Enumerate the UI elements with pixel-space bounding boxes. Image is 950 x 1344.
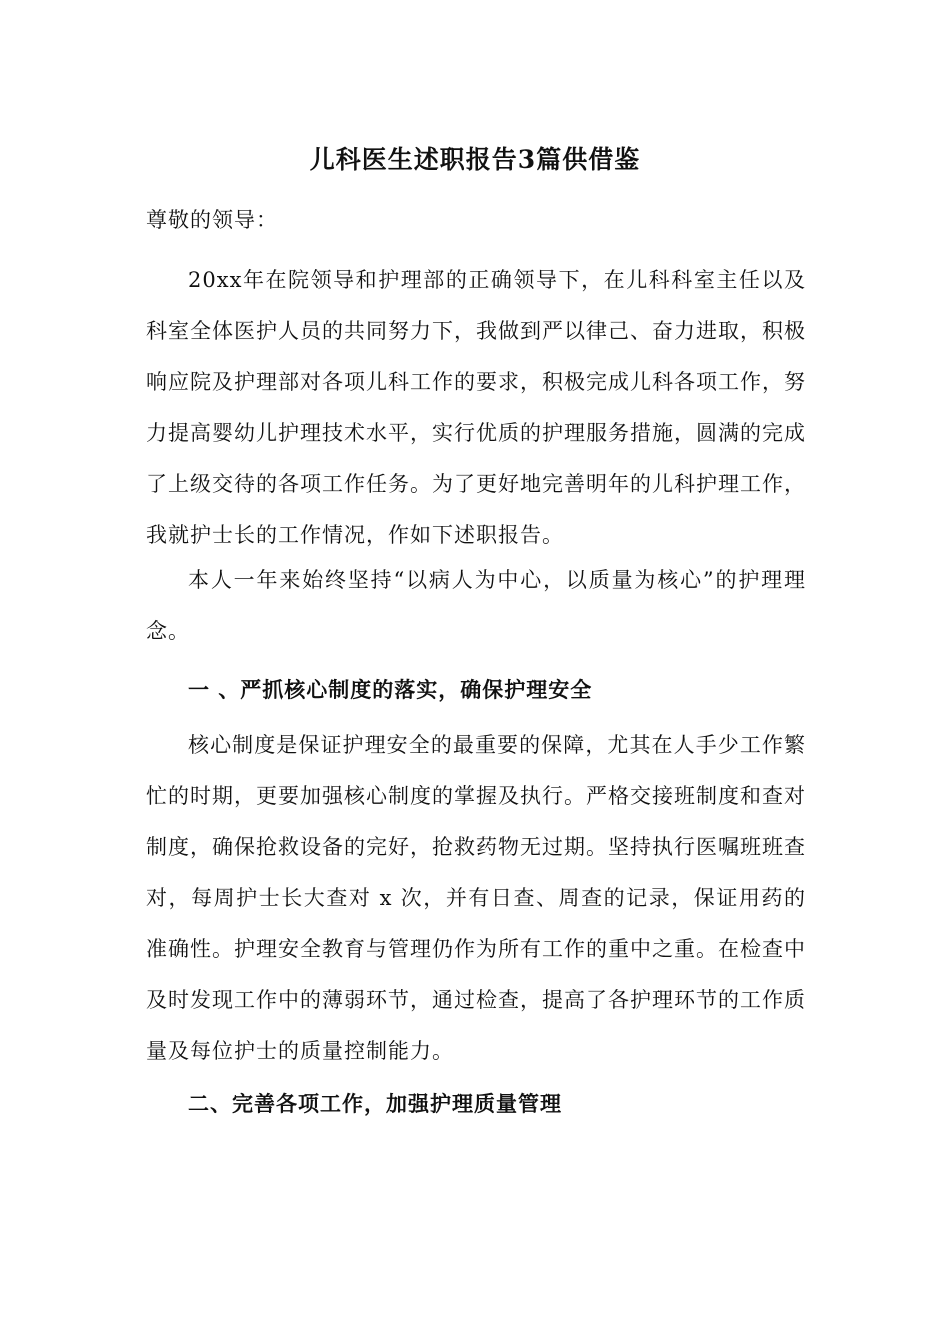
section-body-1: 核心制度是保证护理安全的最重要的保障，尤其在人手少工作繁忙的时期，更要加强核心制度的掌握及执行。严格交接班制度和查对制度，确保抢救设备的完好，抢救药物无过期。坚持执行医嘱班班查对，每周护士长大查对 x 次，并有日查、周查的记录，保证用药的准确性。护理安全教育与管理仍作为所有工作的重中之重。在检查中及时发现工作中的薄弱环节，通过检查，提高了各护理环节的工作质量及每位护士的质量控制能力。 <box>146 733 806 1063</box>
salutation: 尊敬的领导： <box>146 208 278 232</box>
body-paragraph-2: 本人一年来始终坚持“以病人为中心，以质量为核心”的护理理念。 <box>146 568 806 643</box>
section-heading-1: 一 、严抓核心制度的落实，确保护理安全 <box>188 677 593 702</box>
body-paragraph-1: 20xx年在院领导和护理部的正确领导下，在儿科科室主任以及科室全体医护人员的共同努力下，我做到严以律己、奋力进取，积极响应院及护理部对各项儿科工作的要求，积极完成儿科各项工作，努力提高婴幼儿护理技术水平，实行优质的护理服务措施，圆满的完成了上级交待的各项工作任务。为了更好地完善明年的儿科护理工作，我就护士长的工作情况，作如下述职报告。 <box>146 268 806 547</box>
document-title: 儿科医生述职报告3篇供借鉴 <box>309 145 641 174</box>
section-heading-2: 二、完善各项工作，加强护理质量管理 <box>188 1091 562 1116</box>
